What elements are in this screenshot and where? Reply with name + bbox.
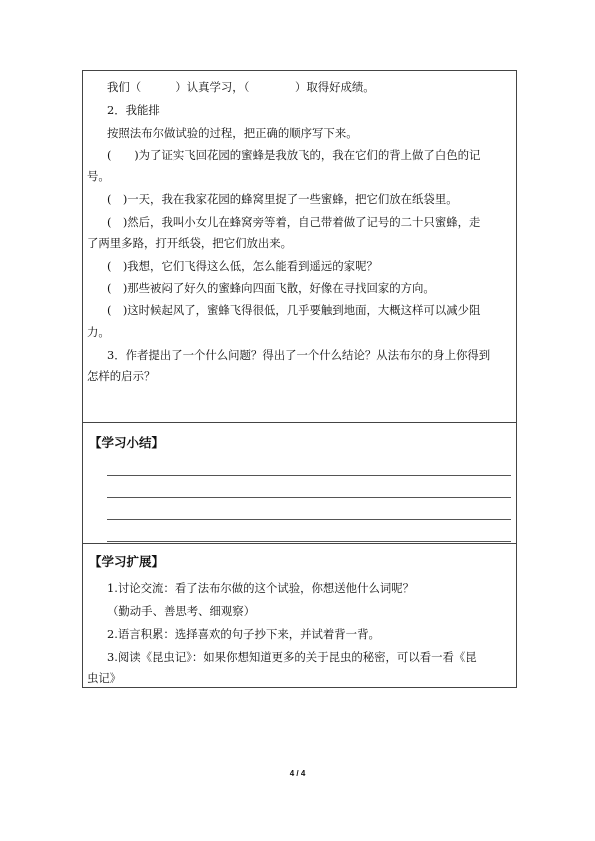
sequence-item-3-continued: 了两里多路，打开纸袋，把它们放出来。 — [87, 236, 293, 250]
answer-line — [107, 475, 511, 476]
answer-line — [107, 541, 511, 542]
sequence-item-2: ( )一天，我在我家花园的蜂窝里捉了一些蜜蜂，把它们放在纸袋里。 — [107, 192, 458, 206]
sequence-item-4: ( )我想，它们飞得这么低，怎么能看到遥远的家呢？ — [107, 259, 378, 273]
extension-item-1-hint: （勤动手、善思考、细观察） — [107, 604, 256, 618]
answer-line — [107, 519, 511, 520]
sequence-item-6: ( )这时候起风了，蜜蜂飞得很低，几乎要触到地面，大概这样可以减少阻 — [107, 303, 481, 317]
extension-item-3-continued: 虫记》 — [87, 671, 122, 685]
question-3-continued: 怎样的启示？ — [87, 369, 156, 383]
extension-item-3: 3.阅读《昆虫记》：如果你想知道更多的关于昆虫的秘密，可以看一看《昆 — [107, 650, 477, 664]
question-3: 3．作者提出了一个什么问题？得出了一个什么结论？从法布尔的身上你得到 — [107, 348, 491, 362]
sequence-item-5: ( )那些被闷了好久的蜜蜂向四面飞散，好像在寻找回家的方向。 — [107, 281, 435, 295]
extension-heading: 【学习扩展】 — [89, 554, 165, 569]
sequence-item-6-continued: 力。 — [87, 325, 110, 339]
section-divider — [83, 422, 516, 423]
extension-item-1: 1.讨论交流：看了法布尔做的这个试验，你想送他什么词呢？ — [107, 581, 415, 595]
sequence-item-1-continued: 号。 — [87, 169, 110, 183]
extension-item-2: 2.语言积累：选择喜欢的句子抄下来，并试着背一背。 — [107, 627, 380, 641]
answer-line — [107, 497, 511, 498]
summary-heading: 【学习小结】 — [89, 435, 165, 450]
intro-line: 我们（ ）认真学习，（ ）取得好成绩。 — [107, 80, 375, 94]
section-divider — [83, 543, 516, 544]
page-number: 4 / 4 — [289, 769, 306, 778]
sequence-item-3: ( )然后，我叫小女儿在蜂窝旁等着，自己带着做了记号的二十只蜜蜂，走 — [107, 215, 481, 229]
question-2-instruction: 按照法布尔做试验的过程，把正确的顺序写下来。 — [107, 126, 358, 140]
sequence-item-1: ( )为了证实飞回花园的蜜蜂是我放飞的，我在它们的背上做了白色的记 — [107, 148, 481, 162]
question-2-title: 2．我能排 — [107, 103, 160, 117]
worksheet-frame — [82, 70, 517, 688]
